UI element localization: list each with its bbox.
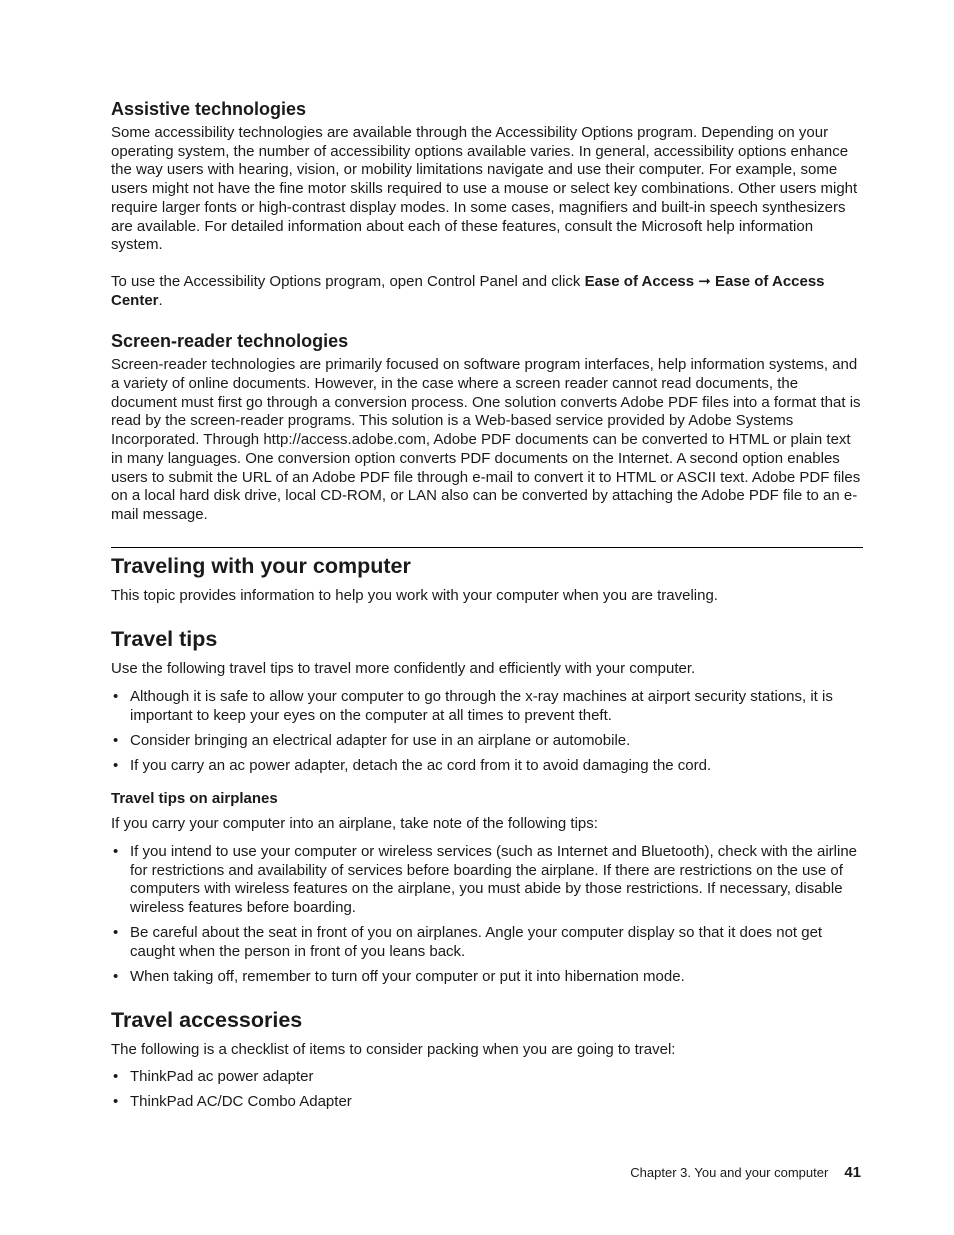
page-footer [630,1164,861,1181]
ease-of-access-center-menu-path: Ease of Access Center [111,272,825,309]
instructions-period: . [158,291,163,309]
traveling-paragraph: This topic provides information to help you work with your computer when you are traveling. [111,586,718,604]
list-item: • ThinkPad ac power adapter [111,1068,863,1087]
list-item: • Although it is safe to allow your computer to go through the x-ray machines at airport security stations, it is important to keep your eyes on the computer at all times to prevent theft. [111,688,863,725]
traveling-heading: Traveling with your computer [111,553,411,578]
screen-reader-paragraph: Screen-reader technologies are primarily focused on software program interfaces, help information systems, and a variety of online documents. However, in the case where a screen reader cannot read documents, the document must first go through a conversion process. One solution converts Adobe PDF files into a format that is read by the screen-reader programs. This solution is a Web-based service provided by Adobe Systems Incorporated. Through http://access.adobe.com, Adobe PDF documents can be converted to HTML or plain text in many languages. One conversion option converts PDF documents on the Internet. A second option enables users to submit the URL of an Adobe PDF file through e-mail to convert it to HTML or ASCII text. Adobe PDF files on a local hard disk drive, local CD-ROM, or LAN also can be converted by attaching the Adobe PDF file to an e-mail message. [111,356,861,523]
section-divider [111,547,863,548]
ease-of-access-menu-path: Ease of Access [584,272,695,290]
page-content [111,98,863,1119]
list-item: • When taking off, remember to turn off your computer or put it into hibernation mode. [111,968,863,987]
travel-accessories-intro: The following is a checklist of items to consider packing when you are going to travel: [111,1040,676,1058]
list-item: • Be careful about the seat in front of you on airplanes. Angle your computer display so that it does not get caught when the person in front of you leans back. [111,924,863,961]
instructions-text: To use the Accessibility Options program, open Control Panel and click [111,272,585,290]
list-item: • ThinkPad AC/DC Combo Adapter [111,1093,863,1112]
airplanes-list [111,843,863,987]
airplanes-heading: Travel tips on airplanes [111,790,278,808]
travel-accessories-heading: Travel accessories [111,1007,303,1032]
travel-tips-heading: Travel tips [111,627,218,652]
page-number: 41 [844,1164,861,1181]
screen-reader-heading: Screen-reader technologies [111,331,349,352]
assistive-technologies-paragraph: Some accessibility technologies are available through the Accessibility Options program. Depending on your operating system, the number of accessibility options available varies. In general, accessibility options enhance the way users with hearing, vision, or mobility limitations navigate and use their computer. For example, some users might not have the fine motor skills required to use a mouse or select key combinations. Other users might require larger fonts or high-contrast display modes. In some cases, magnifiers and built-in speech synthesizers are available. For detailed information about each of these features, consult the Microsoft help information system. [111,124,858,254]
travel-tips-intro: Use the following travel tips to travel more confidently and efficiently with your computer. [111,660,696,678]
assistive-technologies-heading: Assistive technologies [111,99,307,119]
list-item: • Consider bringing an electrical adapter for use in an airplane or automobile. [111,732,863,751]
list-item: • If you carry an ac power adapter, detach the ac cord from it to avoid damaging the cord. [111,757,863,776]
list-item: • If you intend to use your computer or wireless services (such as Internet and Bluetooth), check with the airline for restrictions and availability of services before boarding the airplane. If there are restrictions on the use of computers with wireless features on the airplane, you must abide by those restrictions. If necessary, disable wireless features before boarding. [111,843,863,918]
arrow-icon: ➞ [698,272,711,290]
travel-accessories-list [111,1068,863,1112]
accessibility-options-instructions [111,273,863,310]
travel-tips-list [111,688,863,776]
airplanes-intro: If you carry your computer into an airplane, take note of the following tips: [111,815,598,833]
chapter-label: Chapter 3. You and your computer [630,1165,829,1180]
